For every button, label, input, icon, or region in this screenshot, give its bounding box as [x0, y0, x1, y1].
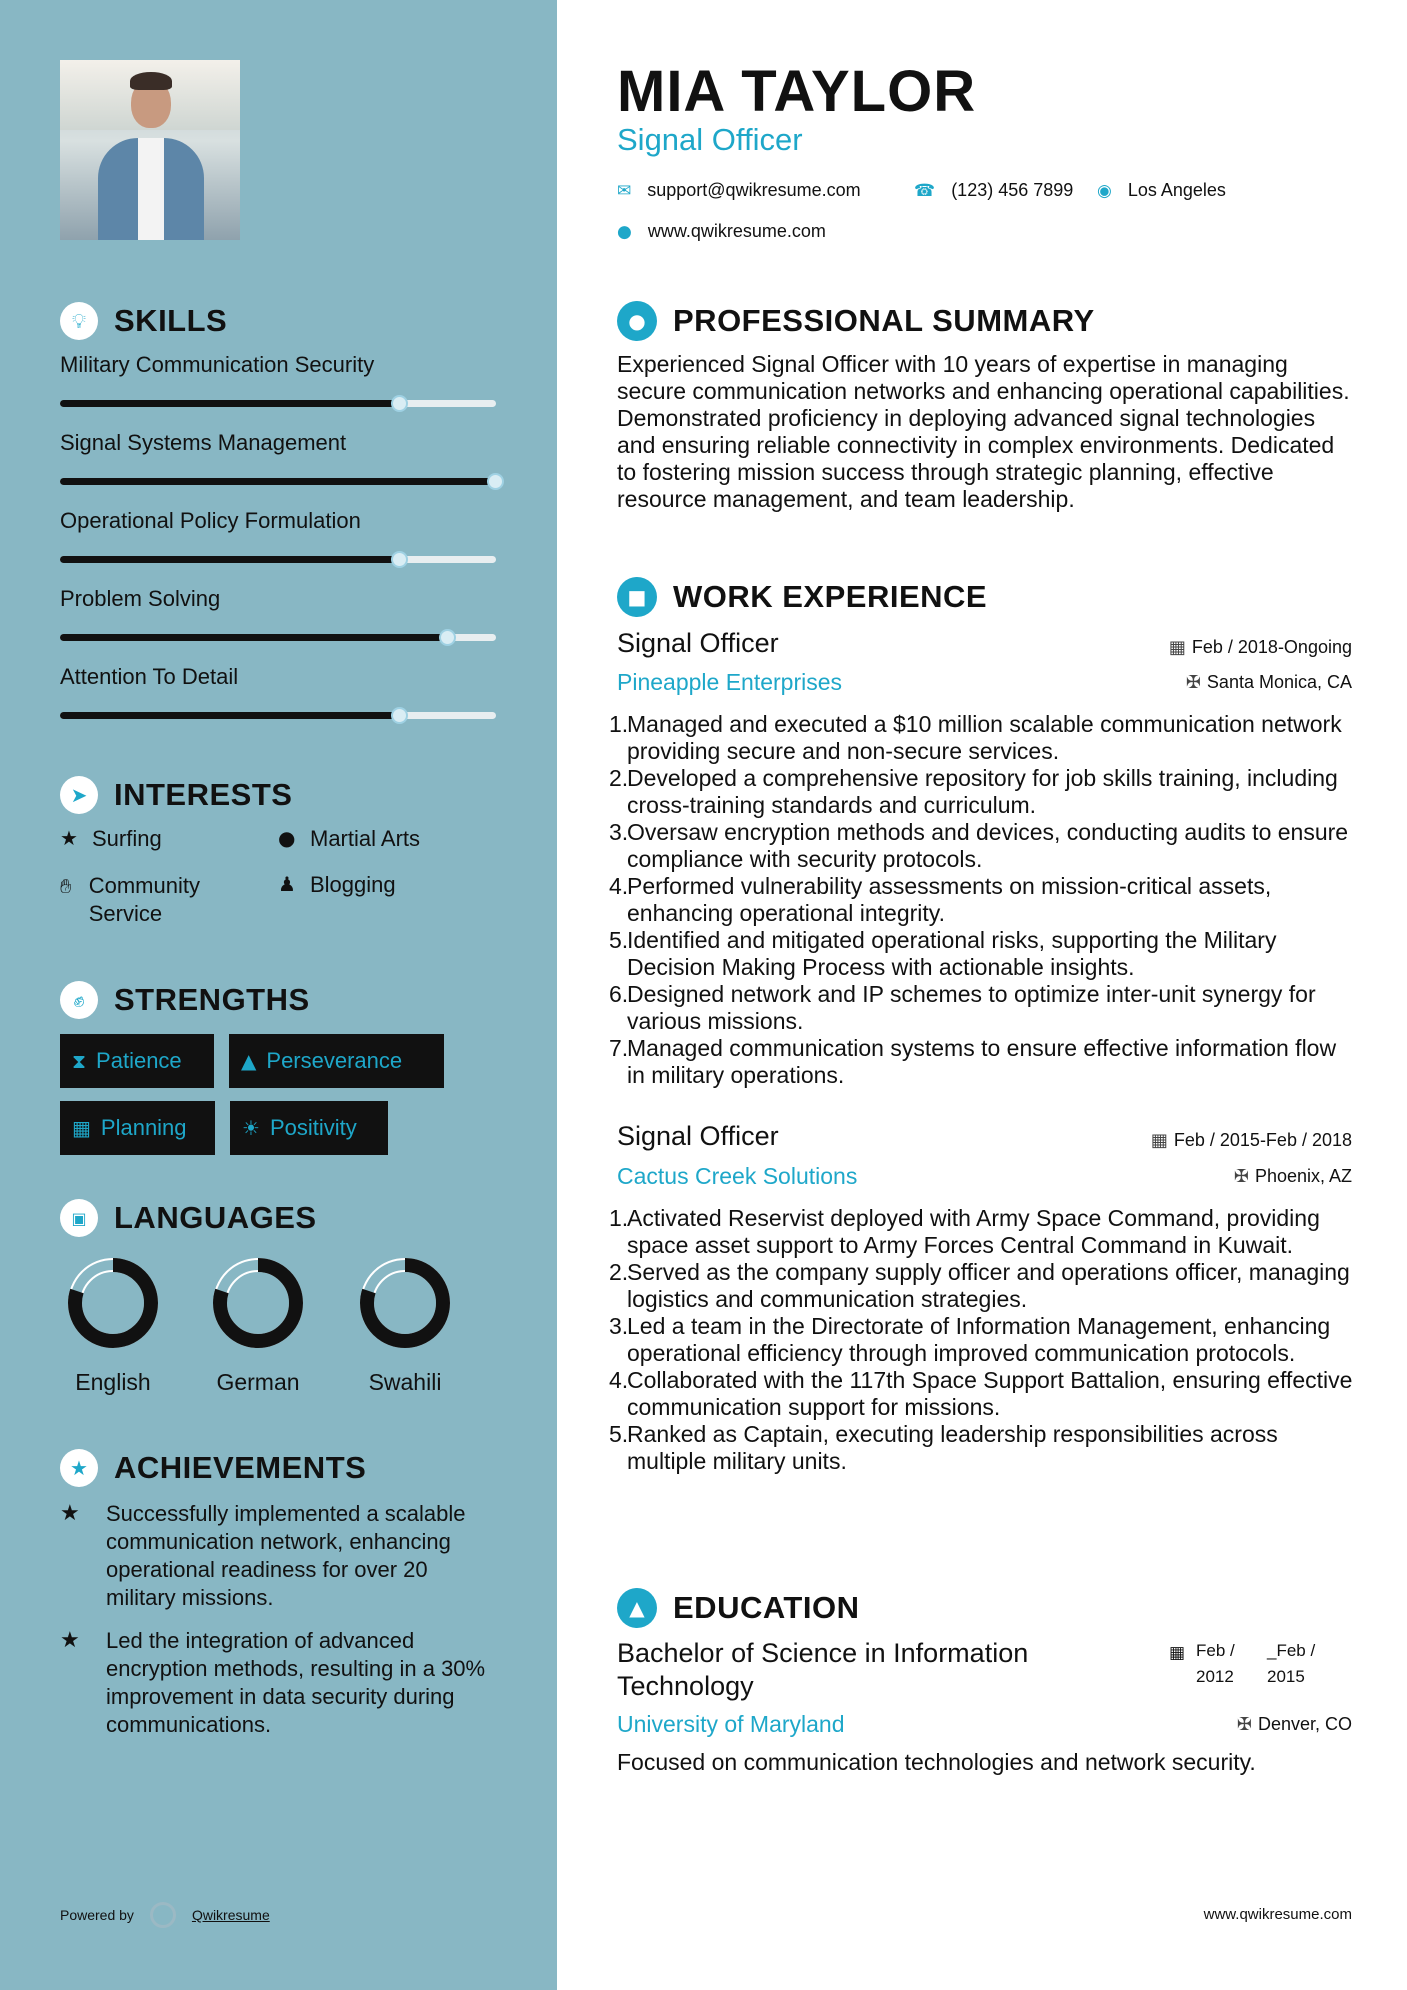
skill-label: Signal Systems Management	[60, 430, 347, 455]
summary-heading: ● PROFESSIONAL SUMMARY	[617, 301, 1095, 341]
hourglass-icon: ⧗	[72, 1049, 87, 1073]
interests-heading: ➤ INTERESTS	[60, 776, 292, 814]
achievement-item: ★ Successfully implemented a scalable communication network, enhancing operational readiness for over 20 military missions.	[60, 1501, 466, 1610]
calendar-icon: ▦	[1150, 1130, 1168, 1151]
profile-photo	[60, 60, 240, 240]
skill-bar	[60, 478, 496, 485]
language-item: English	[58, 1255, 168, 1396]
fist-icon: ✊︎	[60, 981, 98, 1019]
envelope-icon: ✉	[617, 180, 632, 201]
calendar-icon: ▦	[72, 1116, 91, 1140]
skill-label: Operational Policy Formulation	[60, 508, 361, 533]
list-item: 2. Served as the company supply officer and operations officer, managing logistics and communication strategies.	[609, 1259, 1350, 1312]
map-pin-icon: ◉	[1097, 180, 1112, 201]
pin-icon: ✠	[1236, 1714, 1252, 1735]
list-item: 1. Managed and executed a $10 million scalable communication network providing secure and non-secure services.	[609, 711, 1342, 764]
achievement-item: ★ Led the integration of advanced encryption methods, resulting in a 30% improvement in data security during communications.	[60, 1628, 486, 1737]
job-location: ✠ Santa Monica, CA	[1185, 672, 1352, 693]
strengths-heading: ✊︎ STRENGTHS	[60, 981, 310, 1019]
globe-icon: ●	[278, 826, 296, 850]
hand-icon: ✋︎	[60, 874, 72, 898]
interest-item: ✋︎ Community Service	[60, 873, 200, 926]
star-icon: ★	[60, 826, 78, 850]
phone-icon: ☎	[914, 180, 936, 201]
pin-icon: ✠	[1185, 672, 1201, 693]
star-badge-icon: ★	[60, 1449, 98, 1487]
summary-text: Experienced Signal Officer with 10 years of expertise in managing secure communication networks and enhancing operational capabilities. Demonstrated proficiency in deploying advanced signal technologies and ensuring reliable connectivity in complex environments. Dedicated to fostering mission success through strategic planning, effective resource management, and team leadership.	[617, 351, 1350, 512]
skill-bar	[60, 556, 496, 563]
users-icon: ♟	[278, 872, 296, 896]
language-ring	[210, 1255, 306, 1351]
qwikresume-logo-icon	[150, 1902, 176, 1928]
job-date: ▦ Feb / 2015-Feb / 2018	[1150, 1130, 1352, 1151]
contact-email[interactable]: ✉ support@qwikresume.com	[617, 180, 861, 201]
list-item: 5. Identified and mitigated operational risks, supporting the Military Decision Making Process with actionable insights.	[609, 927, 1277, 980]
main-content	[557, 0, 1407, 1990]
skill-label: Problem Solving	[60, 586, 221, 611]
list-item: 1. Activated Reservist deployed with Army Space Command, providing space asset support to Army Forces Central Command in Kuwait.	[609, 1205, 1320, 1258]
interest-item: ● Martial Arts	[278, 826, 421, 851]
skill-bar	[60, 712, 496, 719]
list-item: 3. Oversaw encryption methods and devices, conducting audits to ensure compliance with security protocols.	[609, 819, 1349, 872]
list-item: 4. Collaborated with the 117th Space Support Battalion, ensuring effective communication support for missions.	[609, 1367, 1353, 1420]
job-date: ▦ Feb / 2018-Ongoing	[1168, 637, 1352, 658]
qwikresume-link[interactable]: Qwikresume	[191, 1907, 270, 1923]
strength-badge: ☀ Positivity	[230, 1101, 388, 1155]
briefcase-icon: ■	[617, 577, 657, 617]
education-heading: ▲ EDUCATION	[617, 1588, 859, 1628]
contact-website[interactable]: ● www.qwikresume.com	[617, 221, 826, 242]
degree-title: Bachelor of Science in Information Technology	[617, 1638, 1029, 1701]
school-name: University of Maryland	[617, 1711, 845, 1737]
experience-heading: ■ WORK EXPERIENCE	[617, 577, 987, 617]
job-duties	[609, 711, 1354, 1089]
list-item: 3. Led a team in the Directorate of Information Management, enhancing operational efficiency through improved communication protocols.	[609, 1313, 1331, 1366]
strength-badge: ▦ Planning	[60, 1101, 215, 1155]
job-duties	[609, 1205, 1354, 1475]
strength-badge: ▲ Perseverance	[229, 1034, 444, 1088]
language-ring	[65, 1255, 161, 1351]
education-start-date: Feb / 2012	[1196, 1641, 1235, 1686]
interest-item: ★ Surfing	[60, 826, 162, 851]
education-end-date: _Feb / 2015	[1267, 1641, 1316, 1686]
list-item: 4. Performed vulnerability assessments on mission-critical assets, enhancing operational integrity.	[609, 873, 1272, 926]
language-item: German	[203, 1255, 313, 1396]
skill-bar	[60, 634, 496, 641]
skill-label: Attention To Detail	[60, 664, 239, 689]
user-icon: ●	[617, 301, 657, 341]
sun-icon: ☀	[242, 1116, 260, 1140]
contact-location: ◉ Los Angeles	[1097, 180, 1226, 201]
candidate-role: Signal Officer	[617, 122, 803, 157]
strength-badge: ⧗ Patience	[60, 1034, 214, 1088]
list-item: 2. Developed a comprehensive repository for job skills training, including cross-training standards and curriculum.	[609, 765, 1338, 818]
globe-icon: ●	[617, 221, 632, 242]
job-company: Pineapple Enterprises	[617, 669, 843, 695]
job-company: Cactus Creek Solutions	[617, 1163, 858, 1189]
shooting-star-icon: ★	[60, 1501, 80, 1526]
list-item: 5. Ranked as Captain, executing leadership responsibilities across multiple military units.	[609, 1421, 1278, 1474]
lightbulb-icon: 💡︎	[60, 302, 98, 340]
road-icon: ▲	[241, 1049, 257, 1073]
skills-heading: 💡︎ SKILLS	[60, 302, 227, 340]
pin-icon: ✠	[1233, 1166, 1249, 1187]
job-title: Signal Officer	[617, 1121, 779, 1151]
footer-url[interactable]: www.qwikresume.com	[1203, 1906, 1352, 1923]
skill-bar	[60, 400, 496, 407]
sidebar	[0, 0, 557, 1990]
contact-phone[interactable]: ☎ (123) 456 7899	[914, 180, 1074, 201]
candidate-name: MIA TAYLOR	[617, 59, 977, 124]
languages-heading: ▣ LANGUAGES	[60, 1199, 317, 1237]
education-description: Focused on communication technologies and network security.	[617, 1749, 1256, 1775]
list-item: 7. Managed communication systems to ensure effective information flow in military operations.	[609, 1035, 1337, 1088]
school-location: ✠ Denver, CO	[1236, 1714, 1352, 1735]
language-card-icon: ▣	[60, 1199, 98, 1237]
achievements-heading: ★ ACHIEVEMENTS	[60, 1449, 366, 1487]
language-ring	[357, 1255, 453, 1351]
calendar-icon: ▦	[1168, 637, 1186, 658]
skill-label: Military Communication Security	[60, 352, 375, 377]
job-location: ✠ Phoenix, AZ	[1233, 1166, 1352, 1187]
paper-plane-icon: ➤	[60, 776, 98, 814]
calendar-icon: ▦	[1169, 1643, 1186, 1663]
interest-item: ♟ Blogging	[278, 872, 396, 897]
shooting-star-icon: ★	[60, 1628, 80, 1653]
list-item: 6. Designed network and IP schemes to optimize inter-unit synergy for various missions.	[609, 981, 1316, 1034]
powered-by: Powered by Qwikresume	[60, 1902, 270, 1928]
graduation-icon: ▲	[617, 1588, 657, 1628]
language-item: Swahili	[350, 1255, 460, 1396]
job-title: Signal Officer	[617, 628, 779, 658]
